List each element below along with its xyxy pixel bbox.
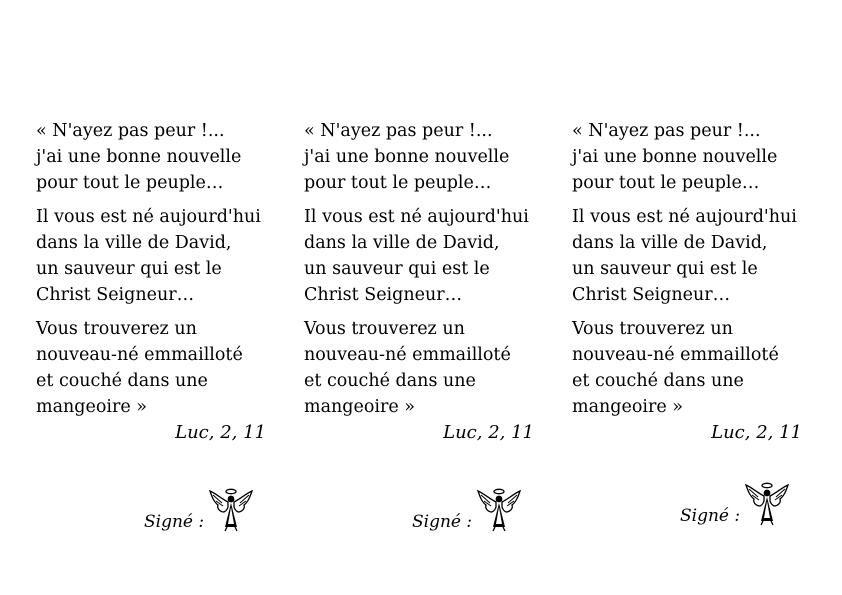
verse-line: nouveau-né emmailloté	[36, 345, 243, 365]
angel-icon	[208, 488, 254, 532]
stanza-1	[36, 118, 286, 196]
stanza-3	[304, 316, 554, 420]
verse-line: « N'ayez pas peur !...	[304, 121, 493, 141]
verse-line: j'ai une bonne nouvelle	[36, 147, 242, 167]
verse-line: et couché dans une	[572, 371, 744, 391]
verse-line: un sauveur qui est le	[304, 259, 490, 279]
verse-line: Christ Seigneur…	[36, 285, 195, 305]
verse-card-1	[36, 118, 286, 548]
verse-line: pour tout le peuple…	[572, 173, 760, 193]
signature-block	[144, 488, 284, 538]
verse-line: nouveau-né emmailloté	[572, 345, 779, 365]
verse-line: j'ai une bonne nouvelle	[572, 147, 778, 167]
angel-icon	[744, 482, 790, 526]
verse-line: Vous trouverez un	[304, 319, 465, 339]
stanza-3	[36, 316, 286, 420]
verse-card-3	[572, 118, 822, 548]
signature-label: Signé :	[412, 512, 473, 532]
verse-line: mangeoire »	[36, 397, 147, 417]
verse-line: pour tout le peuple…	[304, 173, 492, 193]
verse-line: Christ Seigneur…	[304, 285, 463, 305]
stanza-2	[304, 204, 554, 308]
verse-line: pour tout le peuple…	[36, 173, 224, 193]
verse-line: Christ Seigneur…	[572, 285, 731, 305]
verse-line: mangeoire »	[572, 397, 683, 417]
verse-line: mangeoire »	[304, 397, 415, 417]
verse-line: un sauveur qui est le	[572, 259, 758, 279]
verse-line: dans la ville de David,	[304, 233, 500, 253]
verse-line: j'ai une bonne nouvelle	[304, 147, 510, 167]
verse-line: « N'ayez pas peur !...	[572, 121, 761, 141]
stanza-2	[36, 204, 286, 308]
verse-line: nouveau-né emmailloté	[304, 345, 511, 365]
verse-line: « N'ayez pas peur !...	[36, 121, 225, 141]
stanza-1	[572, 118, 822, 196]
verse-line: dans la ville de David,	[36, 233, 232, 253]
verse-line: Il vous est né aujourd'hui	[572, 207, 797, 227]
stanza-1	[304, 118, 554, 196]
verse-line: Il vous est né aujourd'hui	[304, 207, 529, 227]
verse-line: et couché dans une	[304, 371, 476, 391]
verse-line: et couché dans une	[36, 371, 208, 391]
signature-label: Signé :	[680, 506, 741, 526]
verse-line: dans la ville de David,	[572, 233, 768, 253]
signature-block	[412, 488, 552, 538]
stanza-3	[572, 316, 822, 420]
stanza-2	[572, 204, 822, 308]
bible-reference: Luc, 2, 11	[443, 422, 534, 443]
angel-icon	[476, 488, 522, 532]
verse-line: un sauveur qui est le	[36, 259, 222, 279]
signature-label: Signé :	[144, 512, 205, 532]
bible-reference: Luc, 2, 11	[711, 422, 802, 443]
verse-line: Vous trouverez un	[572, 319, 733, 339]
verse-card-2	[304, 118, 554, 548]
verse-line: Il vous est né aujourd'hui	[36, 207, 261, 227]
bible-reference: Luc, 2, 11	[175, 422, 266, 443]
signature-block	[680, 482, 820, 532]
verse-line: Vous trouverez un	[36, 319, 197, 339]
